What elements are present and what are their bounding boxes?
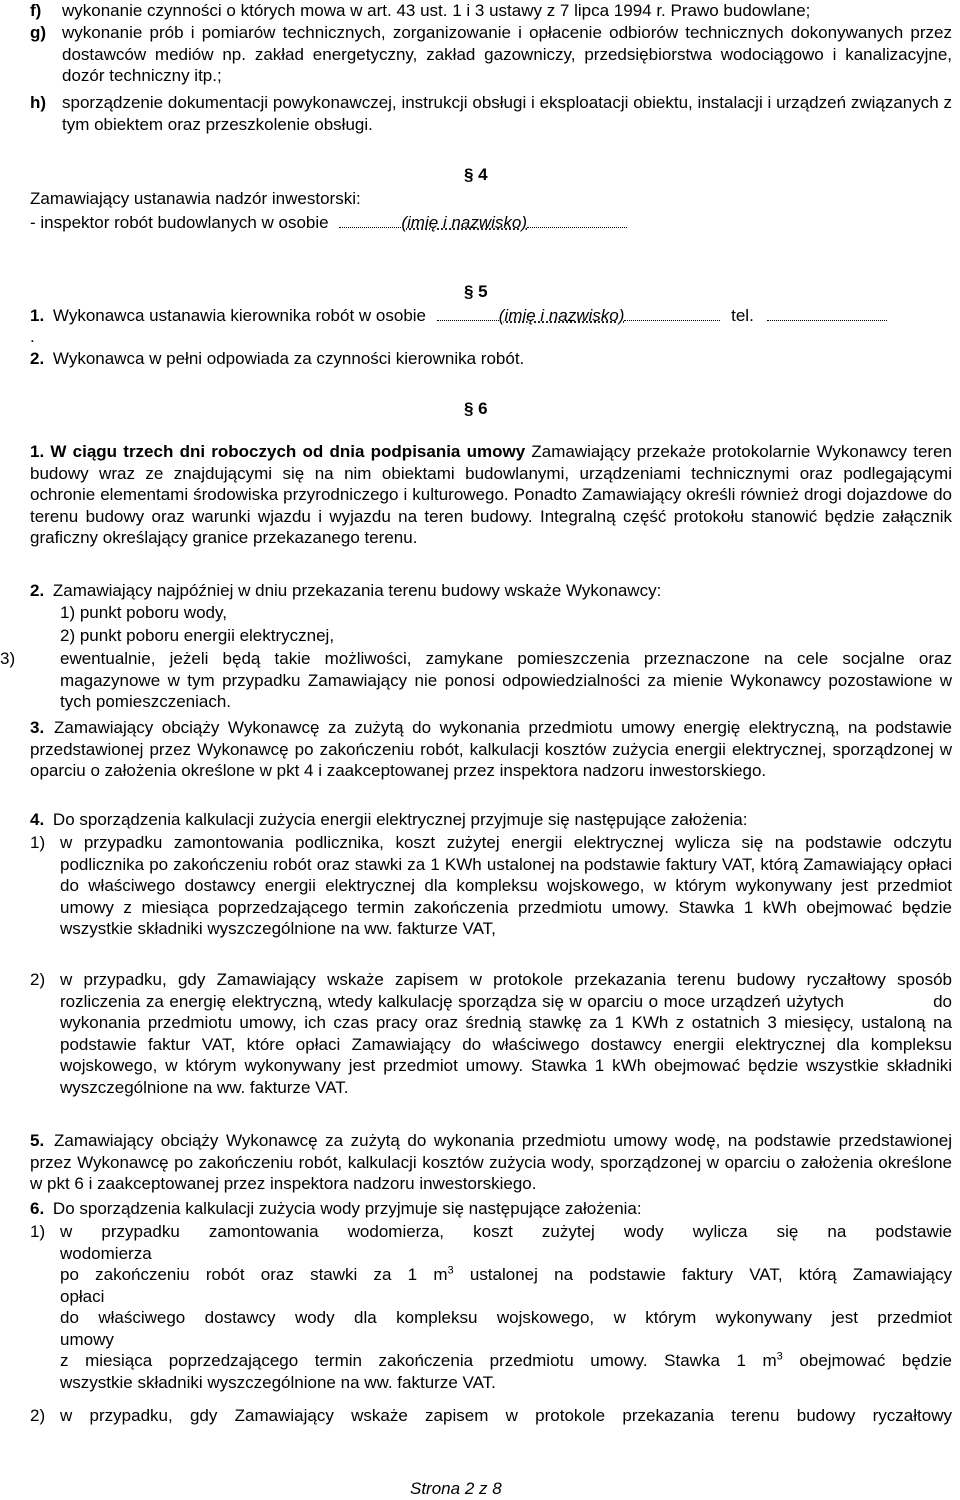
footer-mid: z xyxy=(474,1479,493,1498)
sec5-dot: . xyxy=(30,327,35,346)
sec6-p2-item-2: 2) punkt poboru energii elektrycznej, xyxy=(60,626,335,645)
item-lines xyxy=(60,1221,952,1393)
dotted-line xyxy=(437,304,499,321)
item-text: w przypadku, gdy Zamawiający wskaże zapisem w protokole przekazania terenu budowy ryczałtowy xyxy=(60,1406,952,1425)
line: umowy xyxy=(60,1329,114,1349)
paragraph-number: 2. xyxy=(30,581,45,600)
paragraph-number: 4. xyxy=(30,810,45,829)
item-number: 1) xyxy=(30,833,46,852)
sec5-paragraph-1 xyxy=(30,304,952,327)
footer-prefix: Strona xyxy=(410,1479,465,1498)
item-text: ewentualnie, jeżeli będą takie możliwości, zamykane pomieszczenia przeznaczone na cele socjalne oraz magazynowe w tym przypadku Zamawiający nie ponosi odpowiedzialności za mienie Wykonawcy pozostawione w tych pomieszczeniach. xyxy=(60,649,952,711)
item-label: g) xyxy=(30,23,47,42)
paragraph-number: 1. xyxy=(30,306,45,325)
superscript: 3 xyxy=(776,1350,783,1363)
line-part: z miesiąca poprzedzającego termin zakończenia przedmiotu umowy. Stawka 1 m xyxy=(60,1351,777,1370)
page-footer xyxy=(410,1478,502,1500)
paragraph-text: Do sporządzenia kalkulacji zużycia energii elektrycznej przyjmuje się następujące założenia: xyxy=(52,810,748,829)
sec4-inspector-label: - inspektor robót budowlanych w osobie xyxy=(30,213,329,232)
paragraph-number: 6. xyxy=(30,1199,45,1218)
paragraph-text: Zamawiający najpóźniej w dniu przekazania terenu budowy wskaże Wykonawcy: xyxy=(52,581,662,600)
dotted-line xyxy=(339,211,401,228)
paragraph-text xyxy=(30,717,952,782)
line-part: ustalonej na podstawie faktury VAT, którą Zamawiający xyxy=(453,1265,952,1284)
tel-label: tel. xyxy=(731,306,754,325)
paragraph-text-content: Zamawiający obciąży Wykonawcę za zużytą do wykonania przedmiotu umowy energię elektryczną, na podstawie przedstawionej przez Wykonawcę po zakończeniu robót, kalkulacji kosztów zużycia energii elektrycznej, sporządzonej w oparciu o założenia określone w pkt 4 i zaakceptowanej przez inspektora nadzoru inwestorskiego. xyxy=(30,718,952,780)
line-part: po zakończeniu robót oraz stawki za 1 m xyxy=(60,1265,448,1284)
paragraph-number: 3. xyxy=(30,718,45,737)
item-number: 3) xyxy=(0,649,16,668)
paragraph-text: Wykonawca ustanawia kierownika robót w osobie xyxy=(52,306,427,325)
paragraph-text xyxy=(30,1130,952,1195)
item-text: sporządzenie dokumentacji powykonawczej, instrukcji obsługi i eksploatacji obiektu, instalacji i urządzeń związanych z tym obiektem oraz przeszkolenie obsługi. xyxy=(62,93,952,134)
line: do właściwego dostawcy wody dla kompleksu wojskowego, w którym wykonywany jest przedmiot xyxy=(60,1308,952,1327)
name-placeholder: (imię i nazwisko) xyxy=(401,213,527,232)
paragraph-number: 5. xyxy=(30,1131,45,1150)
section-heading-6: § 6 xyxy=(464,399,488,418)
line: wodomierza xyxy=(60,1243,152,1263)
paragraph-text: Do sporządzenia kalkulacji zużycia wody przyjmuje się następujące założenia: xyxy=(52,1199,642,1218)
item-number: 2) xyxy=(30,1406,46,1425)
sec6-paragraph-1 xyxy=(30,441,952,549)
name-placeholder: (imię i nazwisko) xyxy=(498,306,625,325)
sec6-paragraph-6 xyxy=(30,1198,952,1220)
item-number: 2) xyxy=(30,970,46,989)
sec4-line1: Zamawiający ustanawia nadzór inwestorski: xyxy=(30,189,361,208)
sec5-paragraph-2 xyxy=(30,348,524,370)
line: wszystkie składniki wyszczególnione na ww. fakturze VAT. xyxy=(60,1372,496,1392)
dotted-line xyxy=(624,304,720,321)
page-number: 2 xyxy=(464,1479,475,1498)
line xyxy=(60,1350,952,1372)
line-part: obejmować będzie xyxy=(782,1351,952,1370)
dotted-line xyxy=(527,211,627,228)
paragraph-number: 1. xyxy=(30,442,45,461)
section-heading-4: § 4 xyxy=(464,165,488,184)
section-heading-5: § 5 xyxy=(464,282,488,301)
line: w przypadku zamontowania wodomierza, koszt zużytej wody wylicza się na podstawie xyxy=(60,1222,952,1241)
item-label: h) xyxy=(30,93,47,112)
item-label: f) xyxy=(30,1,42,20)
page-total: 8 xyxy=(492,1479,502,1498)
sec4-line2 xyxy=(30,211,627,234)
paragraph-text: Zamawiający przekaże protokolarnie Wykonawcy teren budowy wraz ze znajdującymi się na nim obiektami budowlanymi, urządzeniami technicznymi oraz podlegającymi ochronie elementami środowiska przyrodniczego i kulturowego. Ponadto Zamawiający określi również drogi dojazdowe do terenu budowy oraz warunki wjazdu i wyjazdu na teren budowy. Integralną część protokołu stanowić będzie załącznik graficzny określający granice przekazanego terenu. xyxy=(30,442,952,547)
line xyxy=(60,1264,952,1286)
item-number: 1) xyxy=(30,1222,46,1241)
item-text: wykonanie czynności o których mowa w art. 43 ust. 1 i 3 ustawy z 7 lipca 1994 r. Prawo budowlane; xyxy=(62,1,811,20)
item-text: wykonanie prób i pomiarów technicznych, zorganizowanie i opłacenie odbiorów technicznych dokonywanych przez dostawców mediów np. zakład energetyczny, zakład gazowniczy, przedsiębiorstwa wodociągowo i kanalizacyjne, dozór techniczny itp.; xyxy=(62,23,952,85)
dotted-line xyxy=(767,304,887,321)
item-text: w przypadku, gdy Zamawiający wskaże zapisem w protokole przekazania terenu budowy ryczałtowy sposób rozliczenia za energię elektryczną, wtedy kalkulację sporządza się w oparciu o moce urządzeń użytych do wykonania przedmiotu umowy, ich czas pracy oraz średnią stawkę za 1 KWh z ostatnich 3 miesięcy, ustaloną na podstawie faktur VAT, które opłaci Zamawiający do właściwego dostawcy energii elektrycznej dla kompleksu wojskowego, w którym wykonywany jest przedmiot umowy. Stawka 1 kWh obejmować będzie wszystkie składniki wyszczególnione na ww. fakturze VAT. xyxy=(60,970,957,1097)
sec6-paragraph-2 xyxy=(30,580,952,602)
item-text: w przypadku zamontowania podlicznika, koszt zużytej energii elektrycznej wylicza się na podstawie odczytu podlicznika po zakończeniu robót oraz stawki za 1 KWh ustalonej na podstawie faktury VAT, którą Zamawiający opłaci do właściwego dostawcy energii elektrycznej dla kompleksu wojskowego, w którym wykonywany jest przedmiot umowy z miesiąca poprzedzającego termin zakończenia przedmiotu umowy. Stawka 1 kWh obejmować będzie wszystkie składniki wyszczególnione na ww. fakturze VAT, xyxy=(60,833,952,938)
paragraph-text-content: Zamawiający obciąży Wykonawcę za zużytą do wykonania przedmiotu umowy wodę, na podstawie przedstawionej przez Wykonawcę po zakończeniu robót, kalkulacji kosztów zużycia wody, sporządzonej w oparciu o założenia określone w pkt 6 i zaakceptowanej przez inspektora nadzoru inwestorskiego. xyxy=(30,1131,952,1193)
superscript: 3 xyxy=(447,1264,454,1277)
paragraph-number: 2. xyxy=(30,349,45,368)
paragraph-bold-text: W ciągu trzech dni roboczych od dnia podpisania umowy xyxy=(50,442,526,461)
line: opłaci xyxy=(60,1286,105,1306)
sec6-paragraph-4 xyxy=(30,809,952,831)
sec6-p2-item-1: 1) punkt poboru wody, xyxy=(60,603,227,622)
paragraph-text: Wykonawca w pełni odpowiada za czynności kierownika robót. xyxy=(52,349,525,368)
